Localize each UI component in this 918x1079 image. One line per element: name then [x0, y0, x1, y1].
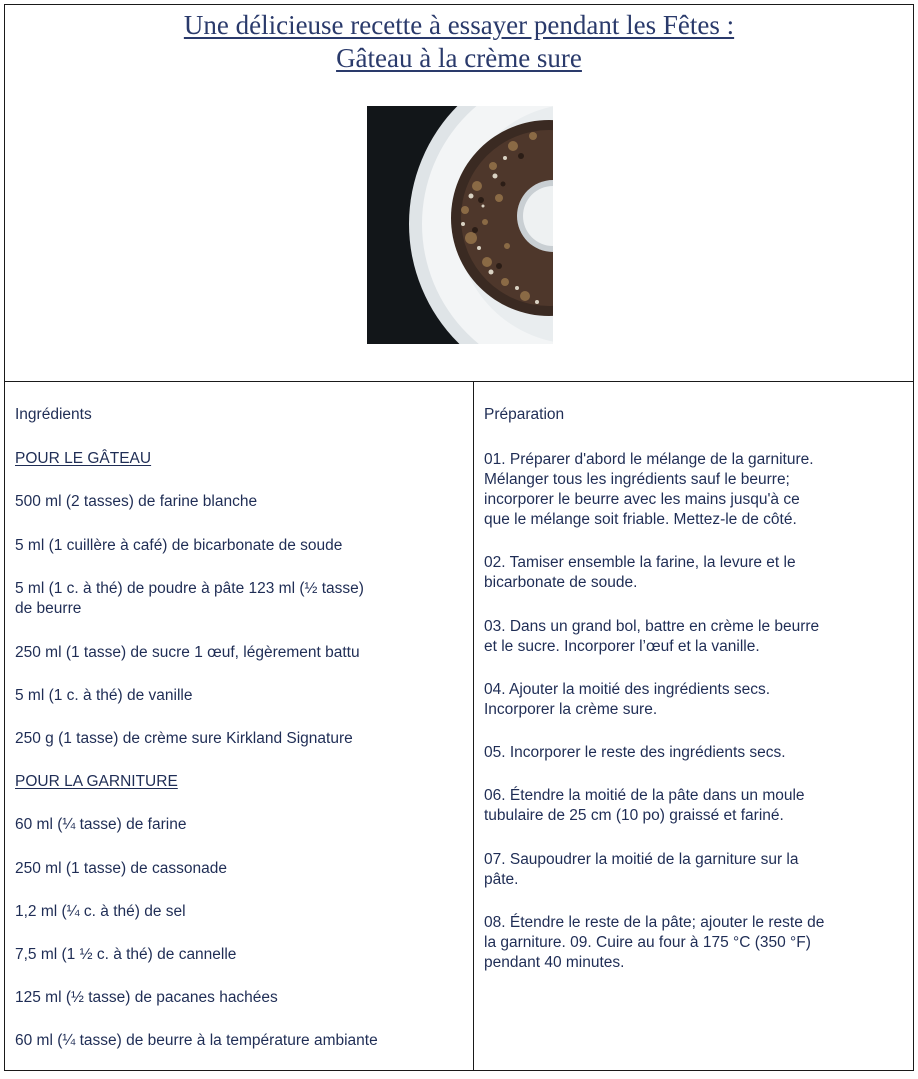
ingredients-heading: Ingrédients: [15, 406, 92, 423]
ingredient-item: 5 ml (1 c. à thé) de poudre à pâte 123 ml (½ tasse): [15, 580, 364, 597]
step-line: Mélanger tous les ingrédients sauf le beurre;: [484, 471, 790, 488]
ingredient-item: 250 ml (1 tasse) de sucre 1 œuf, légèrement battu: [15, 644, 360, 661]
step-line: la garniture. 09. Cuire au four à 175 °C (350 °F): [484, 934, 811, 951]
ingredient-item: 7,5 ml (1 ½ c. à thé) de cannelle: [15, 946, 237, 963]
ingredient-item: 5 ml (1 c. à thé) de vanille: [15, 687, 193, 704]
ingredients-column: [5, 382, 474, 1070]
cake-section-heading: POUR LE GÂTEAU: [15, 450, 152, 467]
step-line: 01. Préparer d'abord le mélange de la garniture.: [484, 451, 814, 468]
ingredient-item: 250 ml (1 tasse) de cassonade: [15, 860, 227, 877]
step-line: incorporer le beurre avec les mains jusqu'à ce: [484, 491, 800, 508]
ingredient-item: 250 g (1 tasse) de crème sure Kirkland Signature: [15, 730, 353, 747]
step-line: Incorporer la crème sure.: [484, 701, 658, 718]
step-line: que le mélange soit friable. Mettez-le de côté.: [484, 511, 797, 528]
title-cell: [5, 5, 913, 382]
step-line: pendant 40 minutes.: [484, 954, 625, 971]
step-line: tubulaire de 25 cm (10 po) graissé et fariné.: [484, 807, 784, 824]
step-line: pâte.: [484, 871, 519, 888]
topping-section-heading: POUR LA GARNITURE: [15, 773, 178, 790]
step-line: 06. Étendre la moitié de la pâte dans un moule: [484, 787, 805, 804]
ingredient-item: 1,2 ml (¼ c. à thé) de sel: [15, 903, 186, 920]
ingredient-item: 125 ml (½ tasse) de pacanes hachées: [15, 989, 278, 1006]
ingredient-item: 60 ml (¼ tasse) de farine: [15, 816, 187, 833]
step-line: 03. Dans un grand bol, battre en crème le beurre: [484, 618, 820, 635]
ingredient-item: 5 ml (1 cuillère à café) de bicarbonate de soude: [15, 537, 343, 554]
preparation-heading: Préparation: [484, 406, 565, 423]
step-line: 04. Ajouter la moitié des ingrédients secs.: [484, 681, 771, 698]
recipe-table: [4, 4, 914, 1071]
ingredient-item-continued: de beurre: [15, 600, 82, 617]
step-line: et le sucre. Incorporer l’œuf et la vanille.: [484, 638, 760, 655]
step-line: 08. Étendre le reste de la pâte; ajouter le reste de: [484, 914, 825, 931]
step-line: bicarbonate de soude.: [484, 574, 638, 591]
ingredient-item: 500 ml (2 tasses) de farine blanche: [15, 493, 258, 510]
cake-illustration: [367, 106, 553, 344]
ingredient-item: 60 ml (¼ tasse) de beurre à la température ambiante: [15, 1032, 378, 1049]
step-line: 02. Tamiser ensemble la farine, la levure et le: [484, 554, 796, 571]
title-line-1: Une délicieuse recette à essayer pendant les Fêtes :: [183, 10, 735, 40]
recipe-title: [5, 9, 913, 75]
cake-photo: [367, 106, 553, 344]
step-line: 05. Incorporer le reste des ingrédients secs.: [484, 744, 786, 761]
step-line: 07. Saupoudrer la moitié de la garniture sur la: [484, 851, 799, 868]
preparation-column: [474, 382, 913, 1070]
title-line-2: Gâteau à la crème sure: [336, 43, 582, 73]
